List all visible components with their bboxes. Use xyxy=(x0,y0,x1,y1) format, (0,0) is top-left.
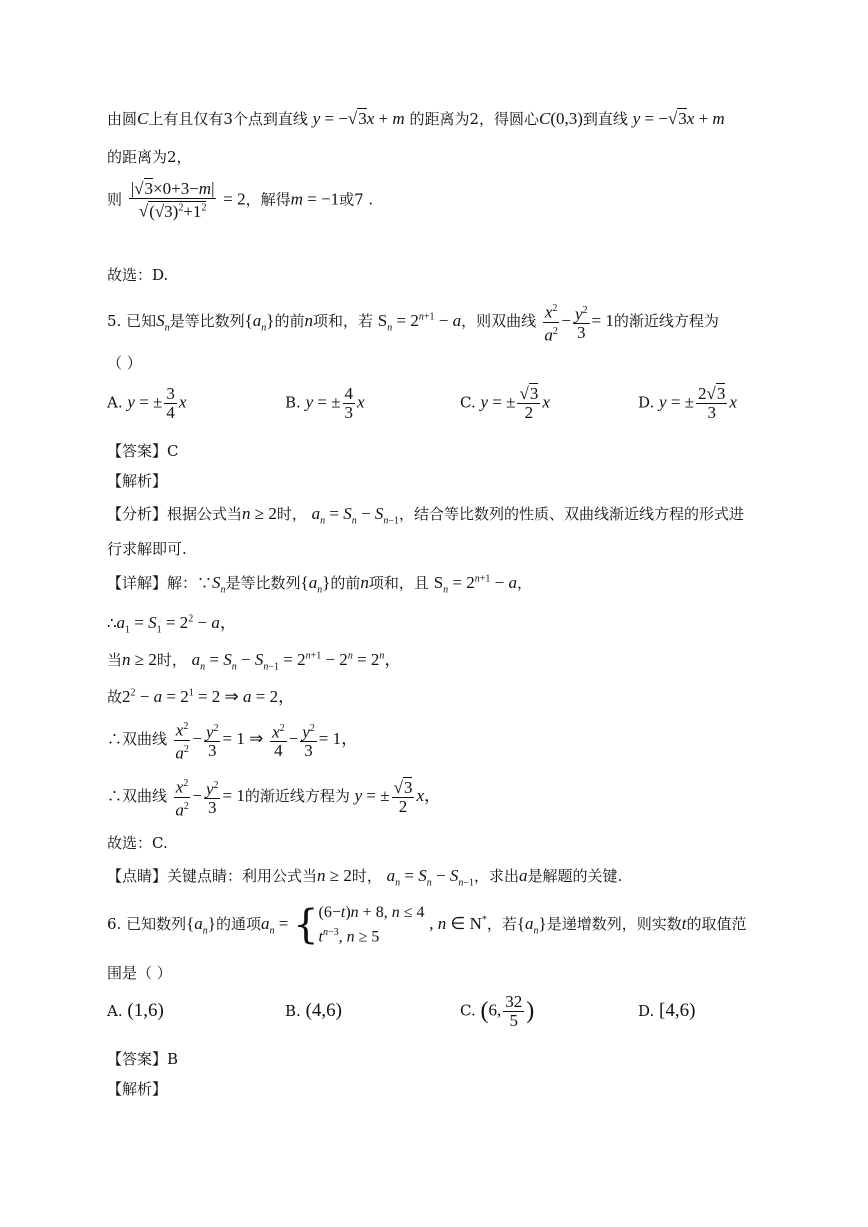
q6-analysis xyxy=(107,1078,167,1099)
text: 当 xyxy=(107,651,123,669)
text: 【点睛】关键点睛：利用公式当 xyxy=(107,867,318,885)
q5-xiangjie: 【详解】解：$\because S_n$是等比数列$\{a_n\}$的前n项和，且 $S_n = 2^{n+1} - a$， xyxy=(107,573,532,596)
q6-stem2 xyxy=(107,962,172,983)
text: 是递增数列，则实数 xyxy=(546,915,682,934)
q5-option-a[interactable]: A. y = ± $\frac{3}{4}$ x xyxy=(107,384,187,422)
text: C. xyxy=(460,393,476,412)
q6-option-c[interactable]: C. (6, $\frac{32}{5}$ ) xyxy=(460,992,535,1030)
q5-step2: 当n ≥ 2时， $a_n = S_n - S_{n-1} = 2^{n+1} - 2^n = 2^n$， xyxy=(107,650,402,673)
q5-option-d[interactable]: D. y = ± $\frac{2√3}{3}$ x xyxy=(638,384,737,422)
q5-option-c[interactable]: C. y = ± $\frac{√3}{2}$ x xyxy=(460,384,550,422)
text: 则 xyxy=(107,190,123,209)
text: 项和，且 xyxy=(368,574,429,592)
text: 【详解】解：∵ xyxy=(107,574,213,592)
text: 或7 . xyxy=(339,190,374,209)
text: B. xyxy=(285,393,301,412)
text: 时， xyxy=(156,651,187,669)
text: 6. 已知数列 xyxy=(107,915,187,934)
p4-select xyxy=(107,264,168,285)
q5-step5: ∴双曲线 $\frac{x^2}{a^2}$ − $\frac{y^2}{3}$ = 1的渐近线方程为 y = ± $\frac{√3}{2}$ x， xyxy=(107,775,441,819)
q5-step3: 故$2^2 - a = 2^1 = 2$ ⇒ a = 2， xyxy=(107,687,296,706)
q5-dianjing: 【点睛】关键点睛：利用公式当n ≥ 2时， $a_n = S_n - S_{n-1}$，求出a是解题的关键. xyxy=(107,866,623,889)
text: 到直线 xyxy=(582,110,628,128)
text: 的距离为2，得圆心 xyxy=(409,110,539,128)
q6-answer xyxy=(107,1048,178,1069)
text: ，结合等比数列的性质、双曲线渐近线方程的形式进 xyxy=(398,505,744,523)
text: 故选：C. xyxy=(107,834,168,852)
text: 【答案】C xyxy=(107,442,179,460)
text: 的前 xyxy=(330,574,361,592)
q5-fenxi: 【分析】根据公式当n ≥ 2时， $a_n = S_n - S_{n-1}$，结合等比数列的性质、双曲线渐近线方程的形式进 xyxy=(107,504,744,527)
text: 由圆 xyxy=(107,110,138,128)
q6-stem: 6. 已知数列$\{a_n\}$的通项$a_n$ = { (6−t)n + 8, n ≤ 4 $t^{n-3}$, n ≥ 5 , n ∈ N*，若$\{a_n\}$是递增数列，则实数t的取值范 xyxy=(107,902,747,949)
q5-analysis xyxy=(107,470,167,491)
text: 是解题的关键. xyxy=(527,867,623,885)
text: 的渐近线方程为 xyxy=(613,312,719,331)
q5-step1: $\therefore a_1 = S_1 = 2^2 - a$， xyxy=(107,613,237,636)
text: ，若 xyxy=(486,915,517,934)
p4-line2 xyxy=(107,146,192,167)
text: 故选：D. xyxy=(107,266,169,284)
text: 【分析】根据公式当 xyxy=(107,505,243,523)
text: D. xyxy=(638,1002,655,1020)
text: 【解析】 xyxy=(107,472,168,490)
q5-answer xyxy=(107,440,178,461)
text: 的距离为2， xyxy=(107,148,192,166)
p4-line1: 由圆C上有且仅有3个点到直线 y = −√3x + m 的距离为2，得圆心C(0,3)到直线 y = −√3x + m xyxy=(107,109,725,128)
text: 时， xyxy=(276,505,307,523)
q5-select xyxy=(107,832,168,853)
text: 【解析】 xyxy=(107,1080,168,1098)
text: 是等比数列 xyxy=(225,574,301,592)
text: ，则双曲线 xyxy=(461,312,537,331)
text: 故 xyxy=(107,688,123,706)
q6-option-a[interactable]: A. (1,6) xyxy=(107,1000,164,1021)
q5-paren xyxy=(107,352,142,373)
text: A. xyxy=(107,393,123,412)
text: 的前 xyxy=(274,312,305,331)
text: 的取值范 xyxy=(686,915,747,934)
text: 是等比数列 xyxy=(169,312,245,331)
q6-option-b[interactable]: B. (4,6) xyxy=(285,1000,342,1021)
text: 项和，若 xyxy=(312,312,373,331)
q6-option-d[interactable]: D. [4,6) xyxy=(638,1000,696,1021)
text: ∴双曲线 xyxy=(107,730,168,749)
text: 5. 已知 xyxy=(107,312,157,331)
q5-stem: 5. 已知$S_n$是等比数列$\{a_n\}$的前n项和，若 $S_n = 2^{n+1} - a$，则双曲线 $\frac{x^2}{a^2}$ − $\frac{y^2}{3}$ = 1的渐近线方程为 xyxy=(107,300,719,344)
text: 行求解即可. xyxy=(107,540,187,558)
text: ∴双曲线 xyxy=(107,787,168,806)
q5-step4: ∴双曲线 $\frac{x^2}{a^2}$ − $\frac{y^2}{3}$ = 1 ⇒ $\frac{x^2}{4}$ − $\frac{y^2}{3}$ = 1， xyxy=(107,718,358,762)
text: 的通项 xyxy=(215,915,261,934)
p4-line3: 则 $\frac{|√3\times 0+3-m|}{√(√3)^2+1^2}$ = 2，解得m = −1或7 . xyxy=(107,179,374,221)
text: C. xyxy=(460,1001,476,1020)
text: 的渐近线方程为 xyxy=(244,787,350,806)
text: A. xyxy=(107,1002,123,1020)
text: 时， xyxy=(351,867,382,885)
text: 上有且仅有3个点到直线 xyxy=(148,110,308,128)
text: （ ） xyxy=(107,354,142,372)
brace: { xyxy=(293,902,319,949)
text: ，求出 xyxy=(473,867,519,885)
text: ， xyxy=(516,574,532,592)
text: ∴ xyxy=(107,614,117,632)
text: D. xyxy=(638,393,655,412)
q5-option-b[interactable]: B. y = ± $\frac{4}{3}$ x xyxy=(285,384,365,422)
text: 围是（ ） xyxy=(107,964,172,982)
q5-fenxi2 xyxy=(107,538,187,559)
text: 【答案】B xyxy=(107,1050,179,1068)
text: ，解得 xyxy=(245,190,291,209)
text: B. xyxy=(285,1002,301,1020)
